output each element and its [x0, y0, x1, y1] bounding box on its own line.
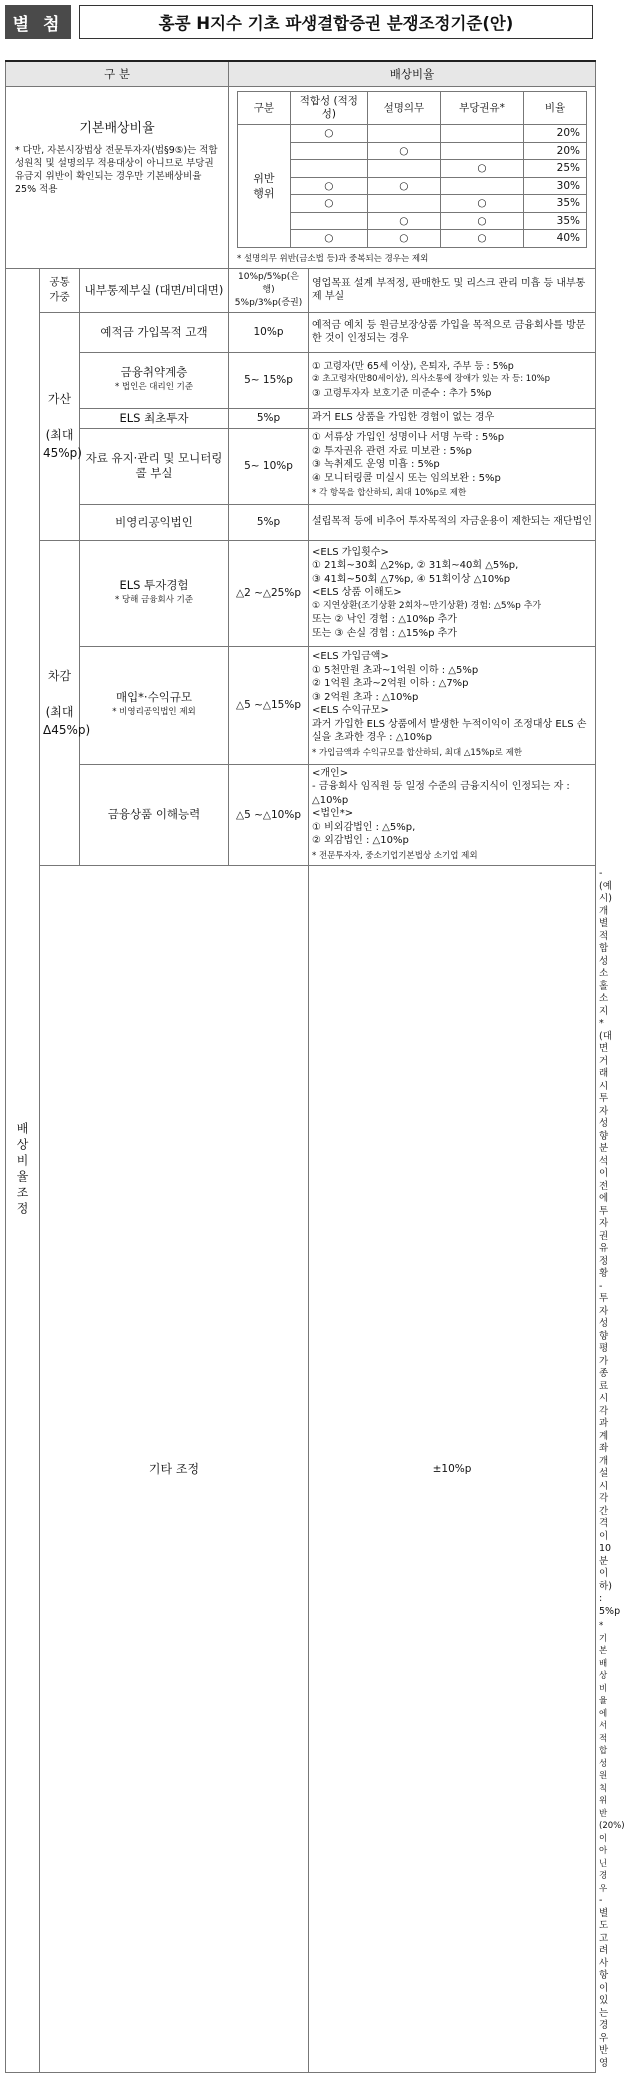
- nonprofit-rate: 5%p: [229, 504, 309, 540]
- matrix-cell: [290, 212, 367, 230]
- sub-row: [6, 540, 596, 646]
- matrix-cell: [367, 125, 440, 143]
- other-adjust-rate: ±10%p: [309, 866, 596, 2073]
- document-header: [5, 5, 595, 39]
- matrix-rate: 35%: [524, 195, 587, 213]
- matrix-cell: ○: [367, 230, 440, 248]
- els-first-item: ELS 최초투자: [80, 408, 229, 428]
- financial-literacy-desc: <개인> - 금융회사 임직원 등 일정 수준의 금융지식이 인정되는 자 : △10%p <법인*> ① 비외감법인 : △5%p, ② 외감법인 : △10%p * 전문투자자, 중소기업기본법상 소기업 제외: [309, 764, 596, 866]
- matrix-rate: 20%: [524, 125, 587, 143]
- add-group-label: 가산 (최대 45%p): [40, 312, 80, 540]
- records-item: 자료 유지·관리 및 모니터링콜 부실: [80, 428, 229, 504]
- els-first-rate: 5%p: [229, 408, 309, 428]
- els-experience-item: ELS 투자경험 * 당해 금융회사 기준: [80, 540, 229, 646]
- column-header-row: [6, 61, 596, 87]
- matrix-cell: ○: [440, 195, 523, 213]
- matrix-cell: [290, 160, 367, 178]
- violation-label: 위반 행위: [238, 125, 291, 248]
- basic-matrix-cell: [229, 87, 596, 269]
- common-group-label: 공통 가중: [40, 268, 80, 312]
- adjust-vertical-label: 배상비율조정: [6, 268, 40, 2073]
- matrix-cell: [440, 142, 523, 160]
- basic-rate-note: * 다만, 자본시장법상 전문투자자(법§9⑤)는 적합성원칙 및 설명의무 적용대상이 아니므로 부당권유금지 위반이 확인되는 경우만 기본배상비율 25% 적용: [15, 145, 218, 195]
- nonprofit-item: 비영리공익법인: [80, 504, 229, 540]
- document-title: 홍콩 H지수 기초 파생결합증권 분쟁조정기준(안): [79, 5, 593, 39]
- matrix-header-row: [238, 92, 587, 125]
- purchase-profit-rate: △5 ~△15%p: [229, 646, 309, 764]
- matrix-cell: [440, 177, 523, 195]
- matrix-header-ratio: 비율: [524, 92, 587, 125]
- sub-row: [6, 646, 596, 764]
- matrix-cell: [290, 142, 367, 160]
- vulnerable-rate: 5~ 15%p: [229, 352, 309, 408]
- matrix-row: [238, 177, 587, 195]
- matrix-header-suitability: 적합성 (적정성): [290, 92, 367, 125]
- matrix-cell: ○: [367, 212, 440, 230]
- dispute-criteria-table: [5, 60, 625, 2073]
- matrix-cell: ○: [367, 142, 440, 160]
- add-row: [6, 504, 596, 540]
- matrix-rate: 30%: [524, 177, 587, 195]
- matrix-rate: 35%: [524, 212, 587, 230]
- matrix-header-category: 구분: [238, 92, 291, 125]
- matrix-cell: [440, 125, 523, 143]
- matrix-header-explanation: 설명의무: [367, 92, 440, 125]
- internal-control-rate: 10%p/5%p(은행) 5%p/3%p(증권): [229, 268, 309, 312]
- nonprofit-desc: 설립목적 등에 비추어 투자목적의 자금운용이 제한되는 재단법인: [309, 504, 596, 540]
- add-row: [6, 312, 596, 352]
- els-experience-rate: △2 ~△25%p: [229, 540, 309, 646]
- matrix-cell: ○: [290, 195, 367, 213]
- matrix-cell: ○: [440, 230, 523, 248]
- violation-matrix: [237, 91, 587, 248]
- matrix-rate: 25%: [524, 160, 587, 178]
- matrix-row: [238, 160, 587, 178]
- matrix-cell: ○: [290, 230, 367, 248]
- matrix-footnote: * 설명의무 위반(금소법 등)과 중복되는 경우는 제외: [237, 253, 429, 264]
- other-adjust-label: 기타 조정: [40, 866, 309, 2073]
- financial-literacy-item: 금융상품 이해능력: [80, 764, 229, 866]
- basic-rate-row: [6, 87, 596, 269]
- matrix-cell: ○: [290, 125, 367, 143]
- matrix-header-solicitation: 부당권유*: [440, 92, 523, 125]
- matrix-cell: ○: [290, 177, 367, 195]
- add-row: [6, 428, 596, 504]
- records-rate: 5~ 10%p: [229, 428, 309, 504]
- els-first-desc: 과거 ELS 상품을 가입한 경험이 없는 경우: [309, 408, 596, 428]
- matrix-rate: 20%: [524, 142, 587, 160]
- matrix-cell: ○: [367, 177, 440, 195]
- deposit-customer-rate: 10%p: [229, 312, 309, 352]
- purchase-profit-item: 매입*·수익규모 * 비영리공익법인 제외: [80, 646, 229, 764]
- other-adjust-row: 기타 조정 ±10%p - (예시) 개별 적합성 소홀 소지*(대면거래시 투자성향분석 이전에 투자권유 정황 - 투자성향평가 종료 시각과 계좌개설시각 간격이 10분 이하) : 5%p * 기본배상비율에서 적합성 원칙 위반(20%)이 아닌 경우 - 별도 고려사항이 있는 경우 반영: [6, 866, 596, 2073]
- matrix-cell: [367, 160, 440, 178]
- matrix-cell: [367, 195, 440, 213]
- vulnerable-item: 금융취약계층 * 법인은 대리인 기준: [80, 352, 229, 408]
- matrix-cell: ○: [440, 212, 523, 230]
- deposit-customer-desc: 예적금 예치 등 원금보장상품 가입을 목적으로 금융회사를 방문한 것이 인정되는 경우: [309, 312, 596, 352]
- add-row: [6, 408, 596, 428]
- financial-literacy-rate: △5 ~△10%p: [229, 764, 309, 866]
- add-row: [6, 352, 596, 408]
- common-weight-row: [6, 268, 596, 312]
- els-experience-desc: <ELS 가입횟수> ① 21회~30회 △2%p, ② 31회~40회 △5%p, ③ 41회~50회 △7%p, ④ 51회이상 △10%p <ELS 상품 이해도> ① 지연상환(조기상환 2회차~만기상환) 경험: △5%p 추가 또는 ② 낙인 경험 : △10%p 추가 또는 ③ 손실 경험 : △15%p 추가: [309, 540, 596, 646]
- vulnerable-desc: ① 고령자(만 65세 이상), 은퇴자, 주부 등 : 5%p ② 초고령자(만80세이상), 의사소통에 장애가 있는 자 등: 10%p ③ 고령투자자 보호기준 미준수 : 추가 5%p: [309, 352, 596, 408]
- rate-header: 배상비율: [229, 61, 596, 87]
- basic-rate-title: 기본배상비율: [79, 121, 155, 136]
- matrix-cell: ○: [440, 160, 523, 178]
- internal-control-desc: 영업목표 설계 부적정, 판매한도 및 리스크 관리 미흡 등 내부통제 부실: [309, 268, 596, 312]
- sub-group-label: 차감 (최대 Δ45%p): [40, 540, 80, 866]
- attachment-badge: 별 첨: [5, 5, 71, 39]
- records-desc: ① 서류상 가입인 성명이나 서명 누락 : 5%p ② 투자권유 관련 자료 미보관 : 5%p ③ 녹취제도 운영 미흡 : 5%p ④ 모니터링콜 미실시 또는 임의보완 : 5%p * 각 항목을 합산하되, 최대 10%p로 제한: [309, 428, 596, 504]
- category-header: 구 분: [6, 61, 229, 87]
- basic-rate-cell: [6, 87, 229, 269]
- internal-control-item: 내부통제부실 (대면/비대면): [80, 268, 229, 312]
- deposit-customer-item: 예적금 가입목적 고객: [80, 312, 229, 352]
- sub-row: [6, 764, 596, 866]
- matrix-row: [238, 212, 587, 230]
- matrix-row: [238, 125, 587, 143]
- purchase-profit-desc: <ELS 가입금액> ① 5천만원 초과~1억원 이하 : △5%p ② 1억원 초과~2억원 이하 : △7%p ③ 2억원 초과 : △10%p <ELS 수익규모> 과거 가입한 ELS 상품에서 발생한 누적이익이 조정대상 ELS 손실을 초과한 경우 : △10%p * 가입금액과 수익규모를 합산하되, 최대 △15%p로 제한: [309, 646, 596, 764]
- matrix-row: [238, 142, 587, 160]
- matrix-rate: 40%: [524, 230, 587, 248]
- matrix-row: [238, 230, 587, 248]
- matrix-row: [238, 195, 587, 213]
